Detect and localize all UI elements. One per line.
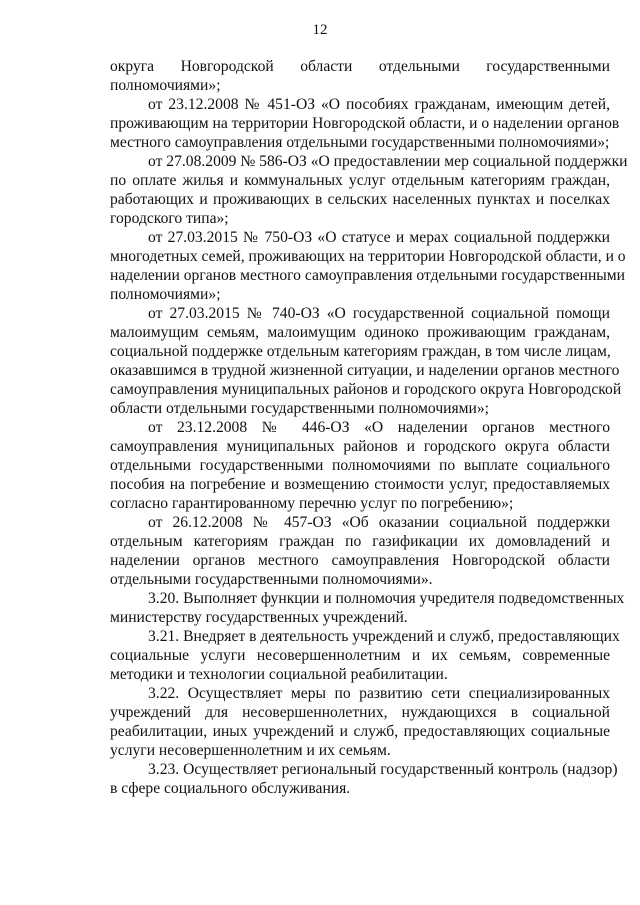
text-line: пособия на погребение и возмещению стоимости услуг, предоставляемых <box>110 476 610 493</box>
page-number: 12 <box>312 22 328 38</box>
text-line: от 27.03.2015 № 750-ОЗ «О статусе и мерах социальной поддержки <box>148 229 610 246</box>
paragraph <box>110 57 610 95</box>
text-line: наделении органов местного самоуправления Новгородской области <box>110 552 610 569</box>
text-line: полномочиями»; <box>110 77 221 94</box>
text-line: отдельным категориям граждан по газификации их домовладений и <box>110 533 610 550</box>
paragraph <box>110 589 625 627</box>
text-line: услуги несовершеннолетним и их семьям. <box>110 742 391 759</box>
text-line: методики и технологии социальной реабилитации. <box>110 666 448 683</box>
text-line: реабилитации, иных учреждений и служб, предоставляющих социальные <box>110 723 610 740</box>
text-line: малоимущим семьям, малоимущим одиноко проживающим гражданам, <box>110 324 610 341</box>
paragraph <box>110 418 610 513</box>
text-line: округа Новгородской области отдельными государственными <box>110 58 610 75</box>
text-line: от 23.12.2008 № 446-ОЗ «О наделении органов местного <box>148 419 610 436</box>
paragraph <box>110 228 626 304</box>
text-line: наделении органов местного самоуправления отдельными государственными <box>110 267 625 284</box>
text-line: проживающим на территории Новгородской области, и о наделении органов <box>110 115 620 132</box>
text-line: от 27.08.2009 № 586-ОЗ «О предоставлении мер социальной поддержки <box>148 153 628 170</box>
paragraph <box>110 627 620 684</box>
text-line: в сфере социального обслуживания. <box>110 780 351 797</box>
text-line: от 26.12.2008 № 457-ОЗ «Об оказании социальной поддержки <box>148 514 610 531</box>
text-line: самоуправления муниципальных районов и городского округа Новгородской <box>110 381 622 398</box>
paragraph <box>110 684 610 760</box>
text-line: по оплате жилья и коммунальных услуг отдельным категориям граждан, <box>110 172 610 189</box>
paragraph <box>110 152 628 228</box>
document-body <box>110 57 628 798</box>
text-line: от 23.12.2008 № 451-ОЗ «О пособиях гражданам, имеющим детей, <box>148 96 610 113</box>
text-line: местного самоуправления отдельными государственными полномочиями»; <box>110 134 610 151</box>
text-line: учреждений для несовершеннолетних, нуждающихся в социальной <box>110 704 610 721</box>
text-line: социальной поддержке отдельным категориям граждан, в том числе лицам, <box>110 343 611 360</box>
text-line: 3.21. Внедряет в деятельность учреждений и служб, предоставляющих <box>148 628 620 645</box>
text-line: 3.22. Осуществляет меры по развитию сети специализированных <box>148 685 610 702</box>
text-line: многодетных семей, проживающих на территории Новгородской области, и о <box>110 248 626 265</box>
text-line: области отдельными государственными полномочиями»; <box>110 400 490 417</box>
paragraph <box>110 513 610 589</box>
text-line: социальные услуги несовершеннолетним и их семьям, современные <box>110 647 610 664</box>
text-line: отдельными государственными полномочиями». <box>110 571 433 588</box>
paragraph <box>110 760 618 798</box>
text-line: городского типа»; <box>110 210 229 227</box>
text-line: работающих и проживающих в сельских населенных пунктах и поселках <box>110 191 610 208</box>
text-line: 3.23. Осуществляет региональный государственный контроль (надзор) <box>148 761 618 778</box>
text-line: согласно гарантированному перечню услуг по погребению»; <box>110 495 514 512</box>
text-line: полномочиями»; <box>110 286 221 303</box>
text-line: министерству государственных учреждений. <box>110 609 408 626</box>
text-line: 3.20. Выполняет функции и полномочия учредителя подведомственных <box>148 590 625 607</box>
text-line: от 27.03.2015 № 740-ОЗ «О государственной социальной помощи <box>148 305 610 322</box>
paragraph <box>110 95 620 152</box>
text-line: оказавшимся в трудной жизненной ситуации, и наделении органов местного <box>110 362 620 379</box>
text-line: самоуправления муниципальных районов и городского округа области <box>110 438 610 455</box>
paragraph <box>110 304 622 418</box>
text-line: отдельными государственными полномочиями по выплате социального <box>110 457 610 474</box>
